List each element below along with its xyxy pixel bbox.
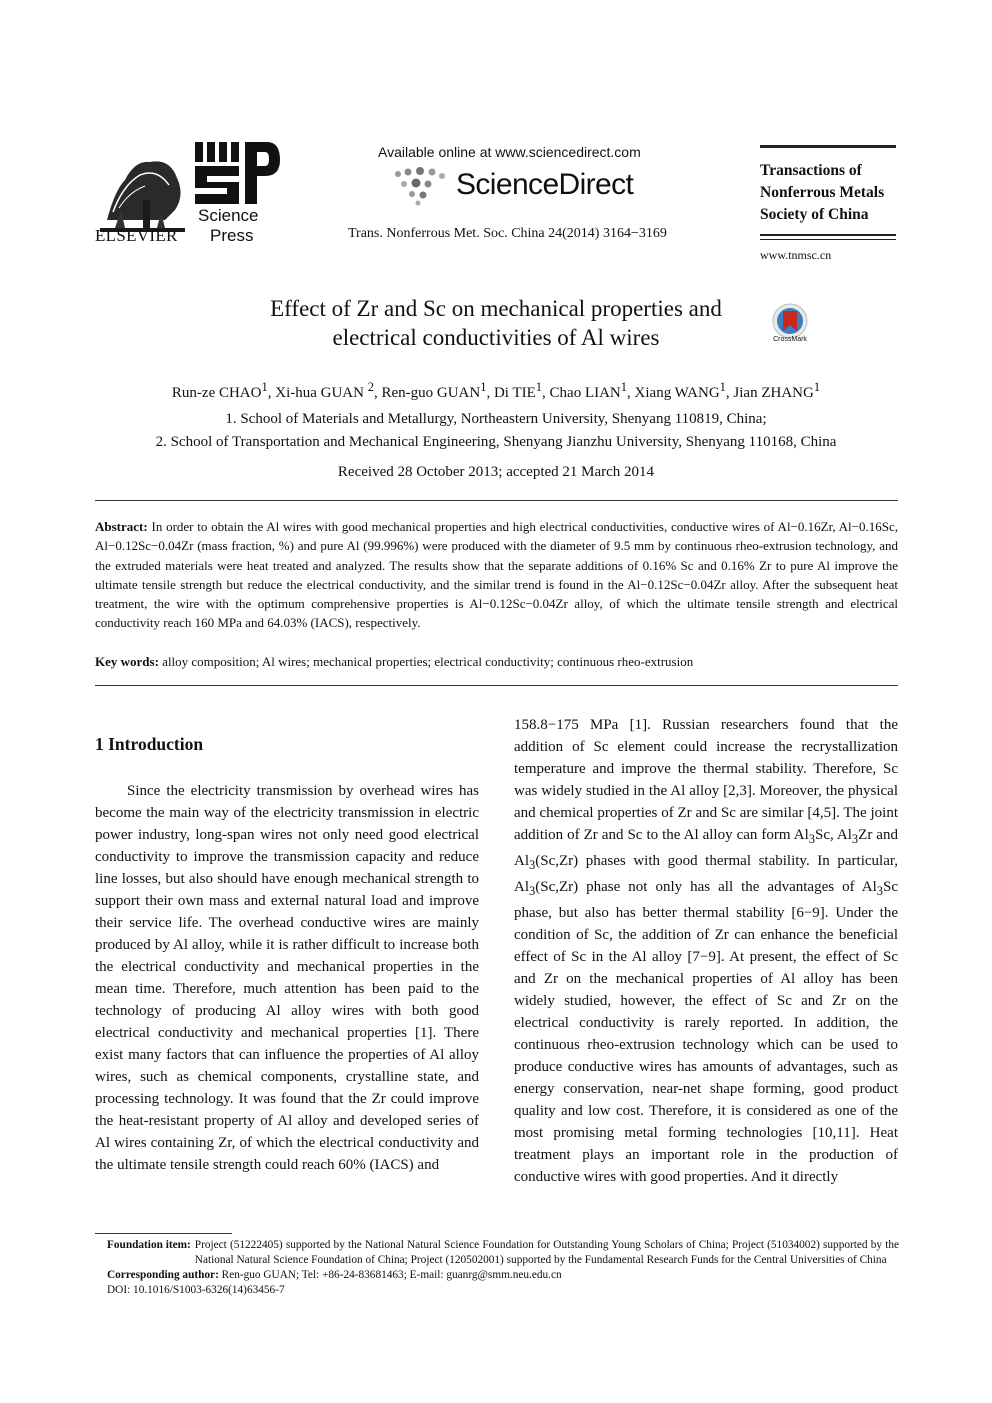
author: Xi-hua GUAN	[275, 385, 364, 401]
keywords	[95, 652, 898, 671]
journal-box-rule-top	[760, 145, 896, 148]
author: Ren-guo GUAN	[381, 385, 481, 401]
author: Run-ze CHAO	[171, 385, 262, 401]
journal-title	[760, 160, 884, 226]
article-title-line1: Effect of Zr and Sc on mechanical properties and	[270, 296, 722, 321]
intro-text: Sc phase, but also has better thermal stability [6−9]. Under the condition of Sc, the addition of Zr can enhance the beneficial effect of Sc in the Al alloy [7−9]. At present, the effect of Sc and Zr on the mechanical properties of Al alloy has been widely studied, however, the effect of Sc and Zr on the electrical conductivity is rarely reported. In addition, the continuous rheo-extrusion technology which can be used to produce conductive wires has amounts of advantages, such as energy conservation, near-net shape forming, good product quality and low cost. Therefore, it is considered as one of the most promising metal forming technologies [10,11]. Heat treatment plays an important role in the production of conductive wires with good properties. And it directly	[514, 879, 898, 1185]
author: Jian ZHANG	[733, 385, 814, 401]
available-online-text: Available online at www.sciencedirect.com	[378, 144, 641, 160]
doi: DOI: 10.1016/S1003-6326(14)63456-7	[107, 1284, 285, 1296]
received-dates: Received 28 October 2013; accepted 21 March 2014	[337, 464, 655, 480]
crossmark-label: CrossMark	[773, 336, 807, 343]
author-list: Run-ze CHAO$^1$, Xi-hua GUAN $^2$, Ren-guo GUAN$^1$, Di TIE$^1$, Chao LIAN$^1$, Xiang WANG$^1$, Jian ZHANG$^1$	[171, 380, 821, 401]
intro-text: (Sc,Zr) phase not only has all the advantages of Al	[535, 879, 877, 895]
subscript: 3	[876, 884, 883, 898]
sciencedirect-brand: ScienceDirect	[456, 168, 634, 201]
subscript: 3	[808, 832, 815, 846]
subscript: 3	[851, 832, 859, 846]
journal-box-rule-bottom-thin	[760, 239, 896, 240]
elsevier-label: ELSEVIER	[95, 226, 178, 245]
article-title	[150, 294, 842, 352]
journal-box-rule-bottom	[760, 234, 896, 236]
section-heading: 1 Introduction	[95, 734, 204, 754]
affiliation-1: 1. School of Materials and Metallurgy, Northeastern University, Shenyang 110819, China;	[225, 411, 767, 427]
subscript: 3	[529, 858, 536, 872]
abstract-text: In order to obtain the Al wires with good mechanical properties and high electrical conductivities, conductive wires of Al−0.16Zr, Al−0.16Sc, Al−0.12Sc−0.04Zr (mass fraction, %) and pure Al (99.996%) were produced with the diameter of 9.5 mm by continuous rheo-extrusion technology, and the extruded materials were heat treated and analyzed. The results show that the separate additions of 0.16% Sc and 0.16% Zr to pure Al improve the ultimate tensile strength but reduce the electrical conductivity, and the similar trend is found in the Al−0.12Sc−0.04Zr alloy. After the subsequent heat treatment, the wire with the optimum comprehensive properties is Al−0.12Sc−0.04Zr alloy, of which the ultimate tensile strength and electrical conductivity reach 160 MPa and 64.03% (IACS), respectively.	[95, 519, 899, 631]
intro-text: Sc, Al	[814, 827, 852, 843]
journal-title-line: Nonferrous Metals	[760, 184, 885, 201]
footnote-rule	[95, 1233, 232, 1234]
subscript: 3	[529, 884, 536, 898]
foundation-text: Project (51222405) supported by the National Natural Science Foundation for Outstanding Young Scholars of China; Project (51034002) supported by the National Natural Science Foundation of China; Project (120502001) supported by the Fundamental Research Funds for the Central Universities of China	[194, 1239, 899, 1266]
corresponding-text: Ren-guo GUAN; Tel: +86-24-83681463; E-mail: guanrg@smm.neu.edu.cn	[221, 1269, 562, 1281]
foundation-item	[107, 1238, 899, 1268]
journal-reference: Trans. Nonferrous Met. Soc. China 24(2014) 3164−3169	[348, 226, 667, 241]
author-affiliation-marker: 1	[535, 380, 543, 394]
keywords-label: Key words:	[95, 654, 159, 669]
journal-title-line: Transactions of	[760, 162, 862, 179]
author: Di TIE	[493, 385, 536, 401]
science-press-line2: Press	[210, 226, 254, 245]
intro-right-column	[514, 714, 898, 1188]
corresponding-author	[107, 1268, 899, 1283]
intro-text: 158.8−175 MPa [1]. Russian researchers found that the addition of Sc element could increase the recrystallization temperature and improve the thermal stability. Therefore, Sc was widely studied in the Al alloy [2,3]. Moreover, the physical and chemical properties of Zr and Sc are similar [4,5]. The joint addition of Zr and Sc to the Al alloy can form Al	[514, 717, 898, 843]
journal-url-link[interactable]: www.tnmsc.cn	[760, 248, 832, 262]
article-title-line2: electrical conductivities of Al wires	[332, 325, 660, 350]
abstract-top-rule	[95, 500, 898, 501]
intro-left-column: Since the electricity transmission by overhead wires has become the main way of the electricity transmission in electric power industry, long-span wires not only need good electrical conductivity to improve the transmission capacity and reduce line losses, but also should have enough mechanical strength to support their own mass and external natural load and improve their service life. The overhead conductive wires are mainly produced by Al alloy, while it is rather difficult to increase both the electrical conductivity and mechanical properties in the mean time. Therefore, much attention has been paid to the technology of producing Al alloy wires with both good electrical conductivity and mechanical properties [1]. There exist many factors that can influence the properties of Al alloy wires, such as chemical components, crystalline state, and processing technology. It was found that the Zr could improve the heat-resistant property of Al alloy and developed series of Al wires containing Zr, of which the electrical conductivity and the ultimate tensile strength could reach 60% (IACS) and	[95, 783, 479, 1173]
abstract	[95, 517, 898, 633]
intro-text: (Sc,Zr) phases with good thermal stability. In particular, Al	[514, 853, 898, 895]
sciencedirect-dots-icon	[392, 166, 452, 206]
foundation-label: Foundation item:	[107, 1239, 191, 1251]
footnotes	[107, 1238, 899, 1298]
affiliation-2: 2. School of Transportation and Mechanical Engineering, Shenyang Jianzhu University, Shenyang 110168, China	[155, 434, 837, 450]
author-affiliation-marker: 1	[480, 380, 487, 394]
corresponding-label: Corresponding author:	[107, 1269, 219, 1281]
author-affiliation-marker: 1	[261, 380, 268, 394]
author: Xiang WANG	[634, 385, 720, 401]
author-affiliation-marker: 1	[719, 380, 726, 394]
science-press-line1: Science	[198, 206, 259, 225]
abstract-bottom-rule	[95, 685, 898, 686]
author-affiliation-marker: 2	[367, 380, 374, 394]
science-press-logo	[195, 142, 280, 204]
intro-text: Zr and Al	[514, 827, 898, 869]
abstract-label: Abstract:	[95, 519, 148, 534]
journal-title-line: Society of China	[760, 206, 869, 223]
author-affiliation-marker: 1	[620, 380, 628, 394]
author-affiliation-marker: 1	[813, 380, 821, 394]
author: Chao LIAN	[549, 385, 621, 401]
science-press-label	[198, 206, 258, 246]
keywords-text: alloy composition; Al wires; mechanical properties; electrical conductivity; continuous rheo-extrusion	[162, 654, 694, 669]
